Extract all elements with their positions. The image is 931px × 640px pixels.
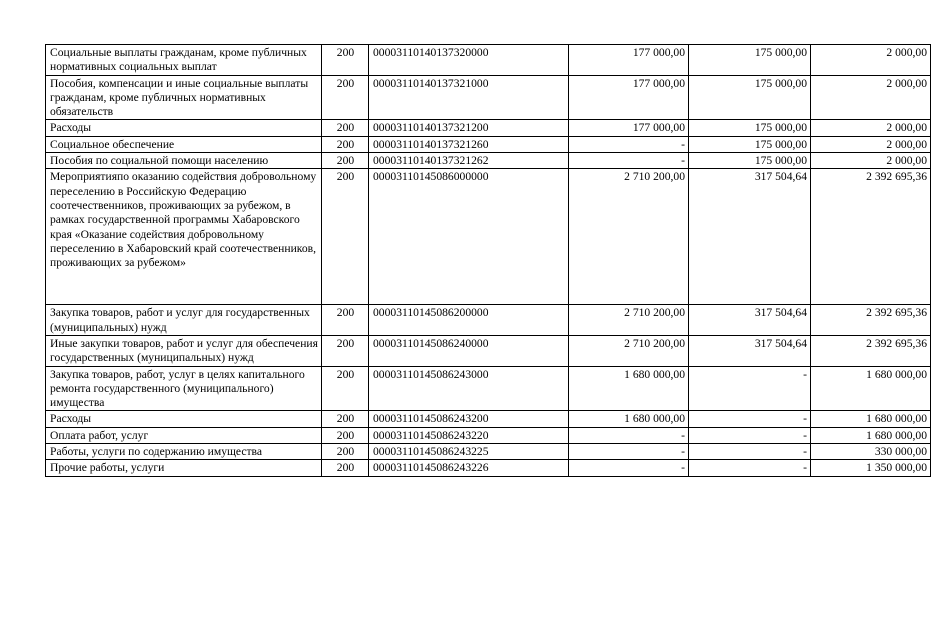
table-row [46,366,931,411]
row-plan-cell: 1 680 000,00 [569,366,689,411]
row-rest-cell: 2 000,00 [811,120,931,136]
table-row [46,411,931,427]
row-fact-cell: 317 504,64 [689,305,811,336]
budget-execution-table [45,44,931,477]
table-row [46,75,931,120]
row-name-cell: Пособия по социальной помощи населению [46,153,322,169]
row-name-cell: Расходы [46,120,322,136]
row-plan-cell: - [569,153,689,169]
table-row [46,427,931,443]
row-fact-cell: - [689,427,811,443]
row-name-cell: Прочие работы, услуги [46,460,322,476]
row-classification-code-cell: 00003110145086240000 [369,335,569,366]
row-classification-code-cell: 00003110145086000000 [369,169,569,305]
row-code-cell: 200 [322,75,369,120]
row-classification-code-cell: 00003110140137321260 [369,136,569,152]
row-fact-cell: - [689,460,811,476]
row-plan-cell: - [569,460,689,476]
row-code-cell: 200 [322,45,369,76]
row-fact-cell: - [689,366,811,411]
row-rest-cell: 330 000,00 [811,444,931,460]
row-rest-cell: 2 000,00 [811,45,931,76]
row-plan-cell: - [569,427,689,443]
row-code-cell: 200 [322,444,369,460]
row-fact-cell: 317 504,64 [689,335,811,366]
table-row [46,153,931,169]
table-row [46,136,931,152]
row-rest-cell: 1 680 000,00 [811,411,931,427]
table-row [46,335,931,366]
row-classification-code-cell: 00003110140137321200 [369,120,569,136]
row-fact-cell: 175 000,00 [689,75,811,120]
row-rest-cell: 2 392 695,36 [811,335,931,366]
row-classification-code-cell: 00003110145086243200 [369,411,569,427]
row-name-cell: Иные закупки товаров, работ и услуг для обеспечения государственных (муниципальных) нужд [46,335,322,366]
row-fact-cell: 317 504,64 [689,169,811,305]
row-rest-cell: 2 392 695,36 [811,169,931,305]
table-row [46,305,931,336]
row-fact-cell: 175 000,00 [689,153,811,169]
table-row [46,460,931,476]
row-plan-cell: 2 710 200,00 [569,169,689,305]
table-row [46,120,931,136]
table-row [46,45,931,76]
row-code-cell: 200 [322,411,369,427]
row-code-cell: 200 [322,427,369,443]
row-plan-cell: 177 000,00 [569,45,689,76]
table-row [46,169,931,305]
row-classification-code-cell: 00003110140137321262 [369,153,569,169]
row-rest-cell: 1 680 000,00 [811,366,931,411]
row-name-cell: Пособия, компенсации и иные социальные выплаты гражданам, кроме публичных нормативных обязательств [46,75,322,120]
row-fact-cell: 175 000,00 [689,136,811,152]
row-rest-cell: 2 392 695,36 [811,305,931,336]
row-plan-cell: - [569,444,689,460]
row-plan-cell: 177 000,00 [569,120,689,136]
row-name-cell: Закупка товаров, работ, услуг в целях капитального ремонта государственного (муниципального) имущества [46,366,322,411]
row-classification-code-cell: 00003110145086243220 [369,427,569,443]
row-plan-cell: - [569,136,689,152]
row-code-cell: 200 [322,169,369,305]
row-plan-cell: 177 000,00 [569,75,689,120]
row-name-cell: Мероприятияпо оказанию содействия добровольному переселению в Российскую Федерацию соотечественников, проживающих за рубежом, в рамках государственной программы Хабаровского края «Оказание содействия добровольному переселению в Хабаровский край соотечественников, проживающих за рубежом» [46,169,322,305]
row-code-cell: 200 [322,120,369,136]
row-code-cell: 200 [322,335,369,366]
row-classification-code-cell: 00003110140137320000 [369,45,569,76]
row-rest-cell: 2 000,00 [811,75,931,120]
row-fact-cell: - [689,444,811,460]
table-row [46,444,931,460]
row-classification-code-cell: 00003110145086243225 [369,444,569,460]
row-name-cell: Оплата работ, услуг [46,427,322,443]
row-rest-cell: 2 000,00 [811,136,931,152]
row-name-cell: Социальное обеспечение [46,136,322,152]
row-fact-cell: 175 000,00 [689,45,811,76]
row-code-cell: 200 [322,136,369,152]
row-plan-cell: 2 710 200,00 [569,335,689,366]
row-classification-code-cell: 00003110145086200000 [369,305,569,336]
row-rest-cell: 1 350 000,00 [811,460,931,476]
row-classification-code-cell: 00003110145086243226 [369,460,569,476]
row-code-cell: 200 [322,366,369,411]
row-rest-cell: 2 000,00 [811,153,931,169]
row-name-cell: Работы, услуги по содержанию имущества [46,444,322,460]
row-classification-code-cell: 00003110145086243000 [369,366,569,411]
row-code-cell: 200 [322,460,369,476]
row-name-cell: Социальные выплаты гражданам, кроме публичных нормативных социальных выплат [46,45,322,76]
row-fact-cell: - [689,411,811,427]
row-code-cell: 200 [322,153,369,169]
row-rest-cell: 1 680 000,00 [811,427,931,443]
row-classification-code-cell: 00003110140137321000 [369,75,569,120]
row-name-cell: Расходы [46,411,322,427]
row-fact-cell: 175 000,00 [689,120,811,136]
row-plan-cell: 2 710 200,00 [569,305,689,336]
row-code-cell: 200 [322,305,369,336]
row-plan-cell: 1 680 000,00 [569,411,689,427]
row-name-cell: Закупка товаров, работ и услуг для государственных (муниципальных) нужд [46,305,322,336]
